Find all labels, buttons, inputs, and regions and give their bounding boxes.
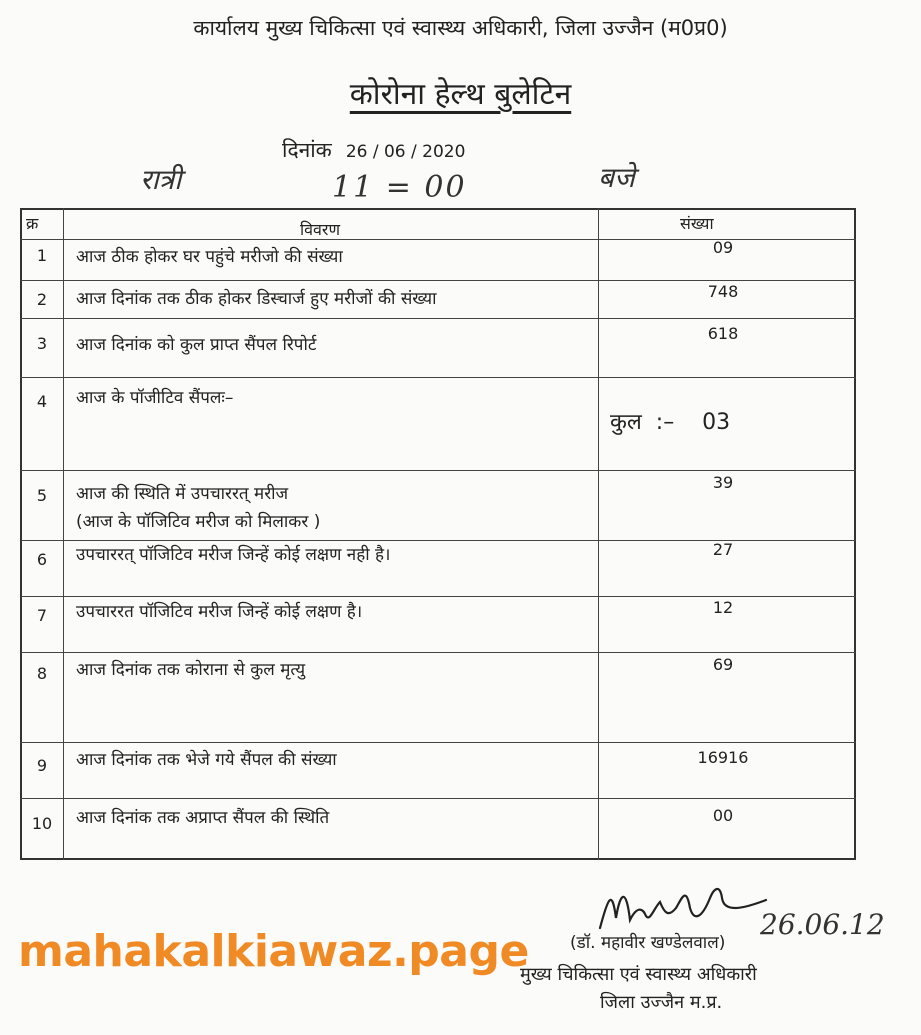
row-8-description: आज दिनांक तक कोराना से कुल मृत्यु xyxy=(76,660,306,680)
handwritten-night: रात्री xyxy=(140,163,182,196)
row-10-description: आज दिनांक तक अप्राप्त सैंपल की स्थिति xyxy=(76,808,330,828)
row-4-sno: 4 xyxy=(36,392,48,411)
header-sno: क्र xyxy=(26,214,39,233)
row-5-description: आज की स्थिति में उपचाररत् मरीज xyxy=(76,484,289,504)
header-count: संख्या xyxy=(680,214,714,233)
row-6-value: 27 xyxy=(712,540,734,559)
row-2-sno: 2 xyxy=(36,290,48,309)
row-line xyxy=(20,652,856,653)
handwritten-baje: बजे xyxy=(598,161,635,194)
row-1-description: आज ठीक होकर घर पहुंचे मरीजो की संख्या xyxy=(76,247,343,267)
row-9-value: 16916 xyxy=(697,748,749,767)
row-5-sno: 5 xyxy=(36,486,48,505)
date-label: दिनांक xyxy=(282,138,332,162)
row-1-value: 09 xyxy=(712,238,734,257)
signature-icon xyxy=(590,878,770,938)
row-10-value: 00 xyxy=(712,806,734,825)
row-line xyxy=(20,377,856,378)
watermark-text: mahakalkiawaz.page xyxy=(18,926,529,977)
row-2-description: आज दिनांक तक ठीक होकर डिस्चार्ज हुए मरीजों की संख्या xyxy=(76,289,437,309)
row-line xyxy=(20,596,856,597)
officer-name: (डॉ. महावीर खण्डेलवाल) xyxy=(570,933,726,953)
row-4-description: आज के पॉजीटिव सैंपलः– xyxy=(76,388,234,408)
row-9-description: आज दिनांक तक भेजे गये सैंपल की संख्या xyxy=(76,750,337,770)
row-7-value: 12 xyxy=(712,598,734,617)
row-3-description: आज दिनांक को कुल प्राप्त सैंपल रिपोर्ट xyxy=(76,335,317,355)
row-8-sno: 8 xyxy=(36,664,48,683)
row-7-description: उपचाररत पॉजिटिव मरीज जिन्हें कोई लक्षण है। xyxy=(76,602,363,622)
row-4-value: कुल :– 03 xyxy=(610,410,731,435)
row-5-description-note: (आज के पॉजिटिव मरीज को मिलाकर ) xyxy=(76,512,321,532)
row-9-sno: 9 xyxy=(36,756,48,775)
row-line xyxy=(20,470,856,471)
officer-district: जिला उज्जैन म.प्र. xyxy=(600,992,723,1013)
row-line xyxy=(20,280,856,281)
row-3-sno: 3 xyxy=(36,334,48,353)
row-2-value: 748 xyxy=(707,282,739,301)
row-line xyxy=(20,742,856,743)
bulletin-title-text: कोरोना हेल्थ बुलेटिन xyxy=(349,77,572,112)
officer-designation: मुख्य चिकित्सा एवं स्वास्थ्य अधिकारी xyxy=(520,964,757,985)
bulletin-title xyxy=(0,72,921,113)
table-border-right xyxy=(854,208,856,860)
row-10-sno: 10 xyxy=(31,814,53,833)
signature-date: 26.06.12 xyxy=(760,908,885,941)
row-5-value: 39 xyxy=(712,473,734,492)
row-1-sno: 1 xyxy=(36,246,48,265)
table-border-bottom xyxy=(20,858,856,860)
header-description: विवरण xyxy=(300,220,341,239)
row-3-value: 618 xyxy=(707,324,739,343)
date-line xyxy=(282,136,465,164)
date-value: 26 / 06 / 2020 xyxy=(345,142,466,162)
handwritten-time: 11 = 00 xyxy=(332,170,467,205)
row-6-description: उपचाररत् पॉजिटिव मरीज जिन्हें कोई लक्षण नही है। xyxy=(76,545,391,565)
row-line xyxy=(20,798,856,799)
office-heading: कार्यालय मुख्य चिकित्सा एवं स्वास्थ्य अधिकारी, जिला उज्जैन (म0प्र0) xyxy=(193,16,728,40)
row-6-sno: 6 xyxy=(36,550,48,569)
row-7-sno: 7 xyxy=(36,606,48,625)
table-border-top xyxy=(20,208,856,210)
row-line xyxy=(20,318,856,319)
row-8-value: 69 xyxy=(712,655,734,674)
